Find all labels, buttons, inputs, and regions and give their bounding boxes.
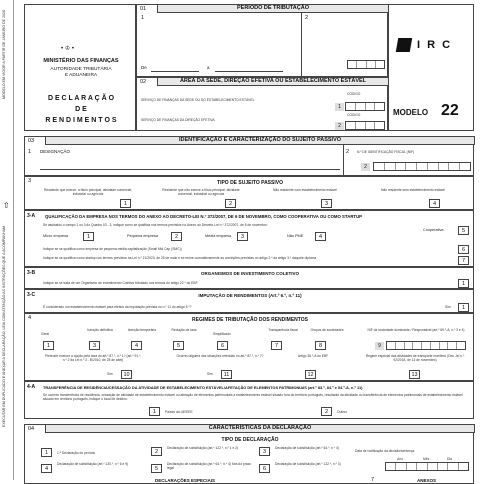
coop-checkbox[interactable]: 5 (458, 226, 469, 235)
tipo-4-label: Não residente sem estabelecimento estável (381, 188, 445, 192)
nif-num: 2 (361, 163, 370, 171)
regime-isencao-temp-checkbox[interactable]: 4 (131, 341, 142, 350)
smc-checkbox[interactable]: 6 (458, 245, 469, 254)
naopme-checkbox[interactable]: 4 (315, 232, 326, 241)
tipo-2-label: Residente que não exerce a título principal, atividade comercial, industrial ou agrícola (162, 188, 240, 196)
form-title-1: D E C L A R A Ç Ã O (47, 95, 115, 102)
pequena-checkbox[interactable]: 2 (171, 232, 182, 241)
q03-tipo (24, 176, 474, 210)
regime-transparencia-label: Transparência fiscal (268, 328, 298, 332)
q01-to-label: a (207, 65, 210, 70)
q3b-text: Indique se se trata de um Organismo de Investimento Coletivo tributado nos termos do artigo 22.º do EBF (43, 281, 198, 285)
ue-eee-checkbox[interactable]: 1 (149, 407, 160, 416)
designation-field[interactable] (40, 169, 340, 170)
q04-title: CARACTERÍSTICAS DA DECLARAÇÃO (45, 424, 475, 433)
validity-note: MODELO EM VIGOR A PARTIR DE JANEIRO DE 2028 (2, 10, 6, 99)
pequena-label: Pequena empresa (127, 234, 159, 238)
regime-simplificado-checkbox[interactable]: 6 (217, 341, 228, 350)
tipo-4-checkbox[interactable]: 4 (429, 199, 440, 208)
situacoes-checkbox[interactable]: 11 (221, 370, 232, 379)
q02-code2-num: 2 (335, 122, 344, 130)
situacoes-sim: Sim (207, 372, 213, 376)
notif-date-label: Data de notificação da decisão/sentença (355, 449, 415, 453)
q3c-title: IMPUTAÇÃO DE RENDIMENTOS (Art.º 6.º, n.º 11) (198, 293, 302, 298)
regime-transparencia-checkbox[interactable]: 7 (271, 341, 282, 350)
smc-label: Indique se se qualifica como empresa de pequena-média capitalização (Small Mid Cap (SMC)) (43, 247, 182, 251)
situacoes-label: Ocorreu alguma das situações referidas no art.º 87.º, n.º 7? (176, 354, 264, 358)
tipo-3-label: Não residente com estabelecimento estável (273, 188, 337, 192)
nif-dominante-num: 9 (375, 342, 384, 350)
tipo-2-checkbox[interactable]: 2 (225, 199, 236, 208)
at-logo-icon (396, 38, 412, 52)
q3a-title: QUALIFICAÇÃO DA EMPRESA NOS TERMOS DO ANEXO AO DECRETO-LEI N.º 372/2007, DE 6 DE NOVEMBRO, COMO COOPERATIVA OU COMO STARTUP (45, 214, 363, 219)
anexos-title: ANEXOS (417, 478, 437, 483)
modelo-label: MODELO (393, 108, 429, 117)
tipo-1-label: Residente que exerce, a título principal, atividade comercial, industrial ou agrícola (44, 188, 132, 196)
q3b-number: 3-B (27, 270, 36, 276)
q04-n7: 7 (371, 477, 375, 483)
regime-isencao-temp-label: Isenção temporária (127, 328, 157, 332)
q4-title: REGIMES DE TRIBUTAÇÃO DOS RENDIMENTOS (192, 317, 308, 323)
designation-label: DESIGNAÇÃO (40, 149, 71, 154)
ministry-name: MINISTÉRIO DAS FINANÇAS (43, 58, 119, 64)
q3b-title: ORGANISMOS DE INVESTIMENTO COLETIVO (201, 271, 299, 276)
q3c-sim-label: Sim (445, 305, 451, 309)
q03-r2-num: 2 (346, 149, 350, 155)
decl-4-checkbox[interactable]: 4 (41, 464, 52, 473)
artigo36a-label: Artigo 36.º-A do EBF (297, 354, 329, 358)
decl-3-checkbox[interactable]: 3 (259, 447, 270, 456)
scissors-arrow-icon: ⇧ (3, 201, 10, 210)
q03-number: 03 (28, 138, 35, 144)
media-checkbox[interactable]: 3 (237, 232, 248, 241)
notif-month-label: Mês (423, 457, 430, 461)
media-label: Média empresa (205, 234, 232, 238)
q3c-number: 3-C (27, 292, 36, 298)
naopme-label: Não PME (287, 234, 304, 238)
q01-from-label: De (141, 65, 147, 70)
regime-maritimo-checkbox[interactable]: 13 (409, 370, 420, 379)
q4-number: 4 (28, 315, 32, 321)
tipo-3-checkbox[interactable]: 3 (321, 199, 332, 208)
nif-field[interactable] (373, 162, 471, 171)
header-left-panel (24, 4, 136, 131)
q02-code2-field[interactable] (345, 121, 385, 130)
q02-line1-label: SERVIÇO DE FINANÇAS DA SEDE OU DO ESTABELECIMENTO ESTÁVEL (141, 98, 255, 102)
opcao-taxa-sim: Sim (107, 372, 113, 376)
q3a-number: 3-A (27, 213, 36, 219)
q4a-transfer (24, 381, 474, 419)
decl-5-label: Declaração de substituição (art.º 64.º, n.º 4) fora do prazo legal (167, 462, 252, 470)
q02-code-label-2: CÓDIGO (347, 113, 361, 117)
authority-name-2: E ADUANEIRA (64, 73, 98, 78)
regime-simplificado-label: Simplificado (213, 332, 231, 336)
irc-form (24, 4, 474, 483)
q3c-imputation (24, 289, 474, 313)
regime-geral-checkbox[interactable]: 1 (43, 341, 54, 350)
decl-4-label: Declaração de substituição (art.º 120.º, n.º 6 e 9) (57, 462, 129, 466)
q4a-number: 4-A (27, 384, 36, 390)
q3a-intro: Se assinalou o campo 1 ou 3 do Quadro 03 - 3, indique como se qualifica nos termos previstos no Anexo ao Decreto-Lei n.º 372/2007, de 6 de novembro: (43, 223, 268, 227)
outros-checkbox[interactable]: 2 (321, 407, 332, 416)
coat-of-arms-icon: • ♔ • (61, 46, 74, 52)
micro-checkbox[interactable]: 1 (83, 232, 94, 241)
regime-grupos-checkbox[interactable]: 8 (315, 341, 326, 350)
instructions-note: EXECUTAR EM DUPLICADO E ANEXAR A DECLARAÇÃO. LEIA COM ATENÇÃO AS INSTRUÇÕES QUE A ACOMPANHAM (2, 226, 6, 427)
q3b-checkbox[interactable]: 1 (458, 279, 469, 288)
decl-2-checkbox[interactable]: 2 (151, 447, 162, 456)
startup-checkbox[interactable]: 7 (458, 256, 469, 265)
special-decl-title: DECLARAÇÕES ESPECIAIS (155, 478, 216, 483)
header-right-panel (388, 4, 474, 131)
decl-6-label: Declaração de substituição (art.º 122.º, n.º 3) (275, 462, 341, 466)
q02-code1-field[interactable] (345, 102, 385, 111)
q4-regimes (24, 313, 474, 381)
tipo-title: TIPO DE SUJEITO PASSIVO (217, 180, 283, 186)
coop-label: Cooperativa (423, 228, 444, 232)
regime-geral-label: Geral (41, 332, 50, 336)
notif-day-label: Dia (447, 457, 452, 461)
regime-maritimo-label: Regime especial das atividades de transporte marítimo (Dec.-lei n.º 92/2018, de 13 de novembro) (365, 354, 465, 362)
q01-number: 01 (140, 6, 147, 12)
artigo36a-checkbox[interactable]: 12 (305, 370, 316, 379)
decl-3-label: Declaração de substituição (art.º 64.º, n.º 4) (275, 446, 339, 450)
q02-line2-label: SERVIÇO DE FINANÇAS DA DIREÇÃO EFETIVA (141, 118, 215, 122)
irc-logo-text: I R C (417, 39, 453, 51)
q03-r3-num: 3 (28, 178, 32, 184)
q04-number: 04 (28, 426, 35, 432)
notif-year-label: Ano (397, 457, 403, 461)
q01-field1-num: 1 (141, 15, 145, 21)
form-title-2: D E (75, 106, 87, 113)
authority-name: AUTORIDADE TRIBUTÁRIA (50, 67, 112, 72)
q01-year-field[interactable] (347, 60, 385, 69)
nif-dominante-label: NIF da sociedade dominante / Responsável (art.º 69.º-A, n.º 3 e 4) (367, 328, 465, 332)
q03-identification (24, 136, 474, 176)
nif-label: N.º DE IDENTIFICAÇÃO FISCAL (NIF) (357, 150, 415, 154)
outros-label: Outros (337, 410, 347, 414)
q02-area (136, 77, 388, 131)
regime-isencao-def-label: Isenção definitiva (87, 328, 113, 332)
opcao-taxa-label: Pretende exercer a opção pela taxa do art.º 87.º, n.º 1? (art.º 91.º, n.º 2 da Lei n.º 3 - B/2010, de 28 de abril) (44, 354, 142, 362)
q01-period (136, 4, 388, 77)
regime-reducao-label: Redução de taxa (171, 328, 197, 332)
q4a-text: Se ocorreu transferência de residência, cessação de atividade de estabelecimento estável ou afetação de elementos patrimoniais a estabelecimento estável situado fora do território português, resultante da atividade ou transferência de elementos patrimoniais de estabelecimento estável situado em território português, indique o local de destino: (43, 393, 463, 401)
decl-5-checkbox[interactable]: 5 (151, 464, 162, 473)
q02-number: 02 (140, 79, 147, 85)
q3c-checkbox[interactable]: 1 (458, 303, 469, 312)
q02-code-label-1: CÓDIGO (347, 92, 361, 96)
decl-2-label: Declaração de substituição (art.º 122.º, n.º 1 e 2) (167, 446, 239, 450)
q01-field2-num: 2 (305, 15, 309, 21)
regime-reducao-checkbox[interactable]: 5 (173, 341, 184, 350)
q01-end-date-field[interactable] (215, 71, 283, 72)
q3b-oic (24, 267, 474, 289)
q3a-qualification (24, 210, 474, 267)
q03-title: IDENTIFICAÇÃO E CARACTERIZAÇÃO DO SUJEITO PASSIVO (45, 136, 475, 145)
modelo-number: 22 (441, 102, 459, 119)
q02-title: ÁREA DA SEDE, DIREÇÃO EFETIVA OU ESTABELECIMENTO ESTÁVEL (157, 77, 389, 86)
decl-1-label: 1.ª Declaração do período (57, 451, 96, 455)
decl-6-checkbox[interactable]: 6 (259, 464, 270, 473)
q02-code1-num: 1 (335, 103, 344, 111)
decl-1-checkbox[interactable]: 1 (41, 448, 52, 457)
tipo-1-checkbox[interactable]: 1 (120, 199, 131, 208)
micro-label: Micro empresa (43, 234, 69, 238)
ue-eee-label: Países da UE/EEE (165, 410, 193, 414)
form-title-3: R E N D I M E N T O S (45, 117, 117, 124)
left-margin-strip (0, 0, 14, 480)
q04-characteristics (24, 424, 474, 484)
q4a-title: TRANSFERÊNCIA DE RESIDÊNCIA/CESSAÇÃO DA ATIVIDADE DE ESTABELECIMENTO ESTÁVEL/AFETAÇÃO DE ELEMENTOS PATRIMONIAIS (art.º 83.º, 84.º e 54.º-A, n.º 11) (43, 385, 363, 390)
nif-dominante-field[interactable] (386, 341, 466, 350)
q3c-text: É considerado um estabelecimento estável para efeitos da imputação prevista no n.º 11 do artigo 5.º? (43, 305, 192, 309)
startup-label: Indique se se qualifica como startup nos termos previstos na Lei n.º 21/2023, de 25 de maio e se reúne cumulativamente as condições previstas no artigo 2.º da artigo 3.º daquele diploma (43, 256, 317, 260)
regime-isencao-def-checkbox[interactable]: 3 (89, 341, 100, 350)
q03-r1-num: 1 (28, 149, 32, 155)
q04-tipo-title: TIPO DE DECLARAÇÃO (221, 437, 279, 443)
opcao-taxa-checkbox[interactable]: 10 (121, 370, 132, 379)
regime-grupos-label: Grupos de sociedades (310, 328, 344, 332)
notif-date-field[interactable] (385, 462, 469, 471)
q01-title: PERÍODO DE TRIBUTAÇÃO (157, 4, 389, 13)
q01-start-date-field[interactable] (151, 71, 199, 72)
